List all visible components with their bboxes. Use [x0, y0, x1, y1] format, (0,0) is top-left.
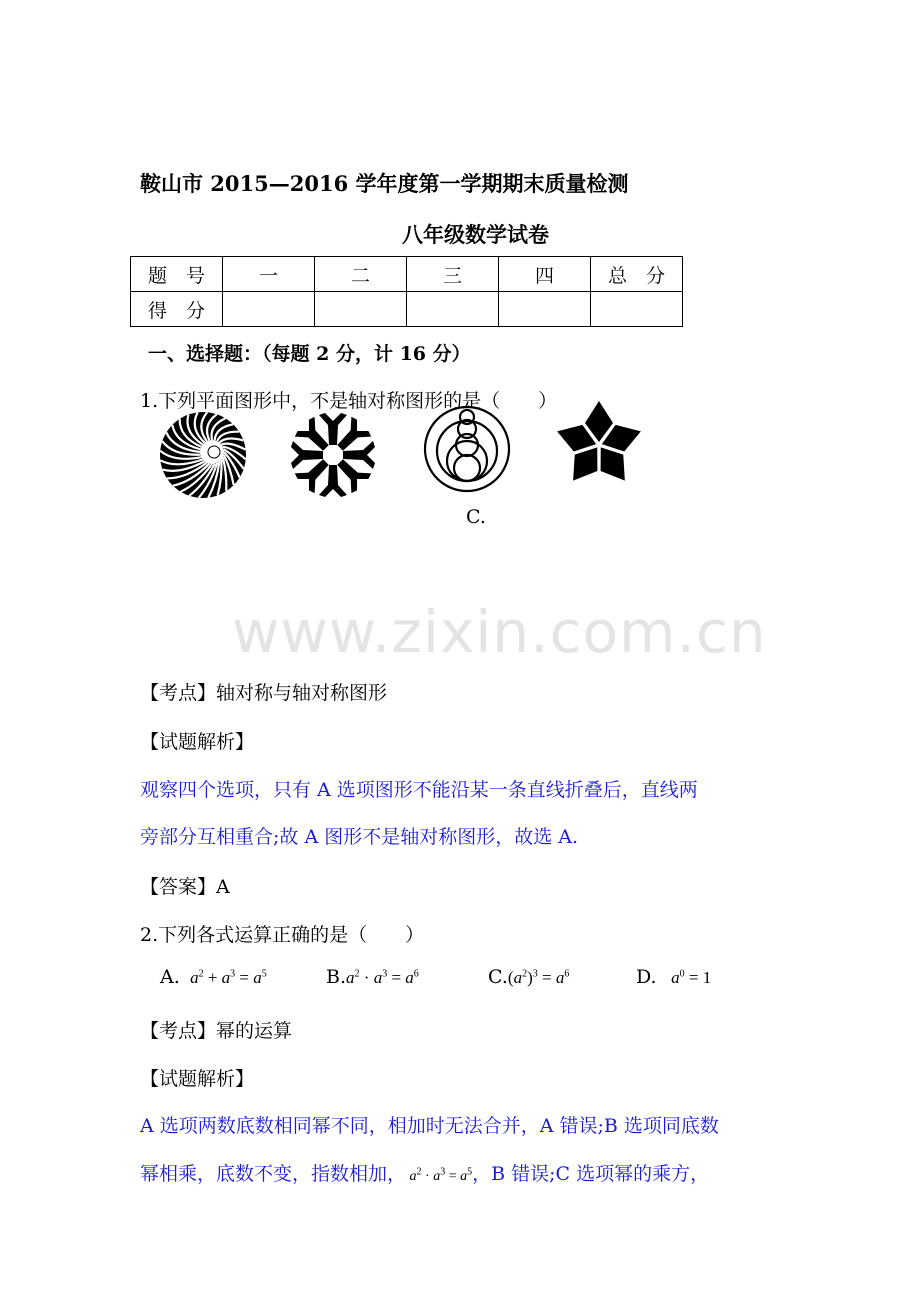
section-heading: 一、选择题：（每题 2 分，计 16 分）: [148, 343, 471, 365]
score-row-label: 得 分: [131, 292, 223, 327]
score-input-cell: [315, 292, 407, 327]
q2-option-b-formula: $a^2 \cdot a^3 = a^6$: [346, 968, 419, 987]
score-table: [130, 256, 683, 327]
q2-stem: 2.下列各式运算正确的是（ ）: [140, 924, 425, 946]
exam-title-line1: 鞍山市 2015—2016 学年度第一学期期末质量检测: [140, 171, 629, 196]
score-input-cell: [223, 292, 315, 327]
score-cell-total: 总 分: [591, 257, 683, 292]
q2-jiexi-line2-part2: ，B 错误;C 选项幂的乘方，: [472, 1163, 710, 1185]
score-input-cell: [407, 292, 499, 327]
score-cell-label: 题 号: [131, 257, 223, 292]
q1-option-c-label: C.: [466, 506, 486, 528]
score-cell-part1: 一: [223, 257, 315, 292]
score-table-score-row: [131, 292, 683, 327]
q1-kaodian: 【考点】轴对称与轴对称图形: [140, 682, 388, 704]
score-table-header-row: [131, 257, 683, 292]
q2-option-d-formula: $a^0 = 1$: [662, 968, 712, 987]
q2-option-c-formula: $(a^2)^3 = a^6$: [507, 968, 570, 987]
q1-answer: 【答案】A: [140, 876, 230, 898]
score-input-cell: [499, 292, 591, 327]
q2-option-c-label: C.: [488, 966, 508, 988]
exam-title-line2: 八年级数学试卷: [402, 222, 549, 247]
q1-jiexi-line2: 旁部分互相重合;故 A 图形不是轴对称图形，故选 A.: [140, 826, 579, 848]
score-input-cell: [591, 292, 683, 327]
spiral-disc-icon: [156, 410, 250, 500]
q2-option-a-formula: $a^2 + a^3 = a^5$: [185, 968, 267, 987]
q2-jiexi-inline-formula: $a^2 \cdot a^3 = a^5$: [406, 1166, 473, 1184]
q2-option-a-label: A.: [160, 966, 180, 988]
q1-jiexi-label: 【试题解析】: [140, 731, 255, 753]
q2-jiexi-line2-part1: 幂相乘，底数不变，指数相加，: [140, 1163, 407, 1185]
q2-kaodian: 【考点】幂的运算: [140, 1020, 293, 1042]
q2-jiexi-line1: A 选项两数底数相同幂不同，相加时无法合并，A 错误;B 选项同底数: [140, 1115, 719, 1137]
q2-option-d-label: D.: [636, 966, 657, 988]
snowflake-arrows-icon: [288, 410, 378, 500]
q2-option-a: [160, 966, 267, 988]
score-cell-part3: 三: [407, 257, 499, 292]
five-kites-star-icon: [552, 398, 646, 488]
q2-jiexi-line2: [140, 1159, 709, 1186]
q2-option-c: [488, 966, 569, 988]
q1-stem: 1.下列平面图形中，不是轴对称图形的是（ ）: [140, 390, 558, 412]
q2-option-b-label: B.: [326, 966, 347, 988]
score-cell-part4: 四: [499, 257, 591, 292]
q2-option-b: [326, 966, 419, 988]
q2-option-d: [636, 966, 711, 988]
watermark: www.zixin.com.cn: [232, 598, 767, 666]
score-cell-part2: 二: [315, 257, 407, 292]
q1-jiexi-line1: 观察四个选项，只有 A 选项图形不能沿某一条直线折叠后，直线两: [140, 779, 698, 801]
nested-circles-icon: [422, 404, 512, 494]
q2-jiexi-label: 【试题解析】: [140, 1068, 255, 1090]
